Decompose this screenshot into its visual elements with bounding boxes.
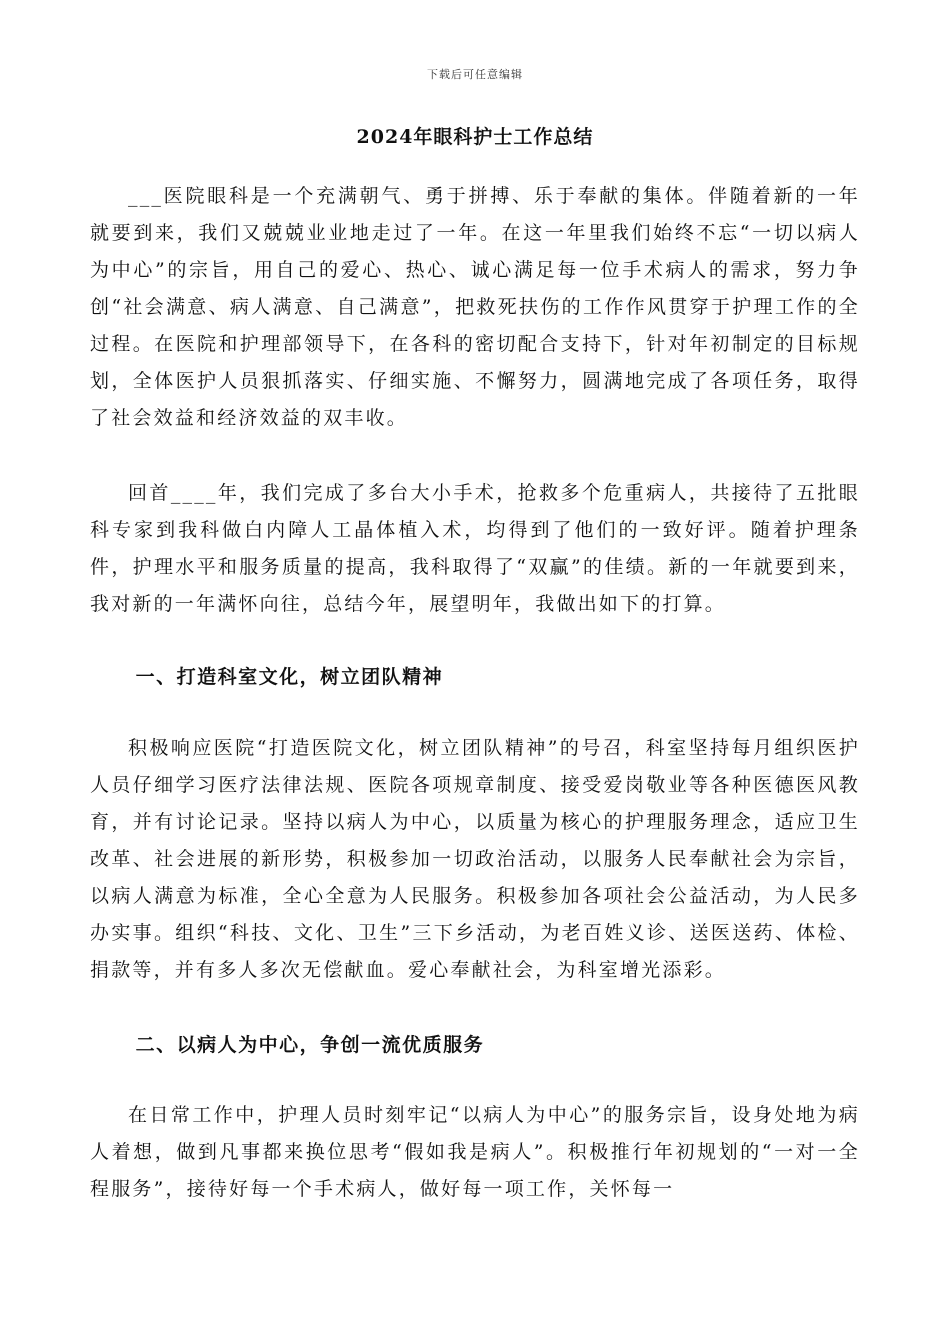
section-heading-service: 二、以病人为中心，争创一流优质服务 (135, 1034, 485, 1056)
paragraph-review: 回首____年，我们完成了多台大小手术，抢救多个危重病人，共接待了五批眼科专家到我科做白内障人工晶体植入术，均得到了他们的一致好评。随着护理条件，护理水平和服务质量的提高，我科取得了“双赢”的佳绩。新的一年就要到来，我对新的一年满怀向往，总结今年，展望明年，我做出如下的打算。 (90, 482, 860, 615)
paragraph-intro: ___医院眼科是一个充满朝气、勇于拼搏、乐于奉献的集体。伴随着新的一年就要到来，我们又兢兢业业地走过了一年。在这一年里我们始终不忘“一切以病人为中心”的宗旨，用自己的爱心、热心、诚心满足每一位手术病人的需求，努力争创“社会满意、病人满意、自己满意”，把救死扶伤的工作作风贯穿于护理工作的全过程。在医院和护理部领导下，在各科的密切配合支持下，针对年初制定的目标规划，全体医护人员狠抓落实、仔细实施、不懈努力，圆满地完成了各项任务，取得了社会效益和经济效益的双丰收。 (90, 185, 860, 429)
paragraph-culture: 积极响应医院“打造医院文化，树立团队精神”的号召，科室坚持每月组织医护人员仔细学习医疗法律法规、医院各项规章制度、接受爱岗敬业等各种医德医风教育，并有讨论记录。坚持以病人为中心，以质量为核心的护理服务理念，适应卫生改革、社会进展的新形势，积极参加一切政治活动，以服务人民奉献社会为宗旨，以病人满意为标准，全心全意为人民服务。积极参加各项社会公益活动，为人民多办实事。组织“科技、文化、卫生”三下乡活动，为老百姓义诊、送医送药、体检、捐款等，并有多人多次无偿献血。爱心奉献社会，为科室增光添彩。 (90, 737, 860, 981)
section-heading-culture: 一、打造科室文化，树立团队精神 (135, 666, 444, 688)
paragraph-service: 在日常工作中，护理人员时刻牢记“以病人为中心”的服务宗旨，设身处地为病人着想，做到凡事都来换位思考“假如我是病人”。积极推行年初规划的“一对一全程服务”，接待好每一个手术病人，做好每一项工作，关怀每一 (90, 1104, 860, 1200)
header-note: 下载后可任意编辑 (427, 68, 523, 81)
document-title: 2024年眼科护士工作总结 (356, 126, 594, 148)
document-body (90, 178, 860, 1244)
